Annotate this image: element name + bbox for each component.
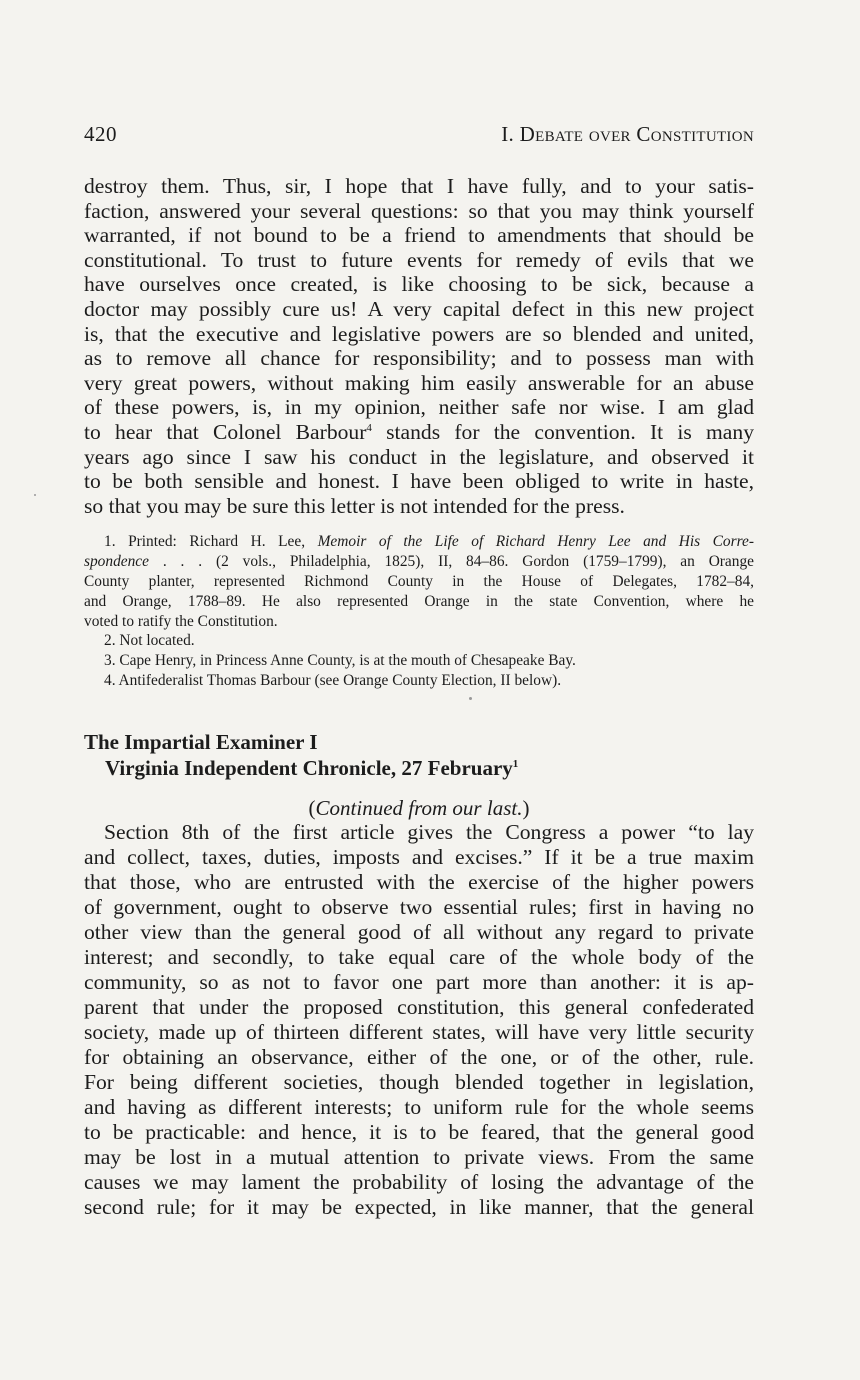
- letter-text: [84, 174, 754, 518]
- text-line: parent that under the proposed constitution, this general confederated: [84, 994, 754, 1019]
- footnote-1: [84, 532, 754, 631]
- text-line: have ourselves once created, is like choosing to be sick, because a: [84, 272, 754, 297]
- footnote-3: 3. Cape Henry, in Princess Anne County, is at the mouth of Chesapeake Bay.: [104, 652, 576, 670]
- text-line: warranted, if not bound to be a friend to amendments that should be: [84, 223, 754, 248]
- text-fragment: stands for the convention. It is many: [371, 419, 754, 444]
- text-line: constitutional. To trust to future events for remedy of evils that we: [84, 247, 754, 272]
- text-line: very great powers, without making him easily answerable for an abuse: [84, 370, 754, 395]
- footnote-text: . . . (2 vols., Philadelphia, 1825), II, 84–86. Gordon (1759–1799), an Orange: [148, 553, 754, 571]
- footnote-italic: Memoir of the Life of Richard Henry Lee and His Corre-: [317, 533, 754, 551]
- document-page: [84, 118, 754, 1220]
- text-line: to be practicable: and hence, it is to be feared, that the general good: [84, 1119, 754, 1144]
- text-line: that those, who are entrusted with the exercise of the higher powers: [84, 869, 754, 894]
- text-line: society, made up of thirteen different states, will have very little security: [84, 1019, 754, 1044]
- text-line: years ago since I saw his conduct in the legislature, and observed it: [84, 444, 754, 469]
- continued-note: [84, 796, 754, 820]
- text-line: and collect, taxes, duties, imposts and excises.” If it be a true maxim: [84, 844, 754, 869]
- footnote-4: 4. Antifederalist Thomas Barbour (see Orange County Election, II below).: [104, 671, 562, 689]
- examiner-text: [84, 820, 754, 1220]
- text-line: to be both sensible and honest. I have been obliged to write in haste,: [84, 469, 754, 494]
- text-line: and having as different interests; to uniform rule for the whole seems: [84, 1094, 754, 1119]
- paren-open: (: [308, 795, 316, 820]
- letter-paragraph: [84, 174, 754, 518]
- text-line: other view than the general good of all without any regard to private: [84, 919, 754, 944]
- footnote-line: voted to ratify the Constitution.: [84, 612, 278, 630]
- print-speck: [469, 697, 472, 700]
- examiner-paragraph: [84, 820, 754, 1220]
- text-line: faction, answered your several questions: so that you may think yourself: [84, 198, 754, 223]
- text-line: For being different societies, though blended together in legislation,: [84, 1069, 754, 1094]
- footnote-text: 1. Printed: Richard H. Lee,: [104, 533, 318, 551]
- subtitle-text: Virginia Independent Chronicle, 27 February: [105, 755, 513, 780]
- text-line: of these powers, is, in my opinion, neither safe nor wise. I am glad: [84, 395, 754, 420]
- section-subtitle: [84, 755, 754, 781]
- footnote-2: 2. Not located.: [104, 632, 195, 650]
- text-line: may be lost in a mutual attention to private views. From the same: [84, 1144, 754, 1169]
- text-line: doctor may possibly cure us! A very capital defect in this new project: [84, 296, 754, 321]
- text-fragment: to hear that Colonel Barbour: [84, 419, 367, 444]
- text-line: destroy them. Thus, sir, I hope that I have fully, and to your satis-: [84, 174, 754, 198]
- running-title-text: Debate over Constitution: [519, 122, 754, 146]
- text-line: so that you may be sure this letter is not intended for the press.: [84, 493, 625, 518]
- footnotes: [84, 532, 754, 690]
- page-number: 420: [84, 122, 117, 146]
- section-title: The Impartial Examiner I: [84, 729, 318, 754]
- paren-close: ): [522, 795, 530, 820]
- footnote-line: County planter, represented Richmond County in the House of Delegates, 1782–84,: [84, 572, 754, 590]
- text-line: for obtaining an observance, either of the one, or of the other, rule.: [84, 1044, 754, 1069]
- print-speck: [34, 494, 36, 496]
- text-line: of government, ought to observe two essential rules; first in having no: [84, 894, 754, 919]
- continued-text: Continued from our last.: [315, 795, 523, 820]
- text-line: causes we may lament the probability of losing the advantage of the: [84, 1169, 754, 1194]
- footnote-line: and Orange, 1788–89. He also represented Orange in the state Convention, where he: [84, 592, 754, 610]
- text-line: as to remove all chance for responsibility; and to possess man with: [84, 346, 754, 371]
- text-line: interest; and secondly, to take equal care of the whole body of the: [84, 944, 754, 969]
- text-line: second rule; for it may be expected, in like manner, that the general: [84, 1194, 754, 1219]
- text-line: community, so as not to favor one part more than another: it is ap-: [84, 969, 754, 994]
- text-line: Section 8th of the first article gives the Congress a power “to lay: [104, 819, 754, 844]
- running-title: [501, 122, 754, 147]
- footnote-marker: 4: [366, 421, 372, 434]
- running-head: [84, 118, 754, 152]
- footnote-line: [84, 532, 754, 552]
- footnote-line: [84, 552, 754, 572]
- footnote-marker: 1: [512, 757, 519, 770]
- running-title-prefix: I.: [501, 122, 520, 146]
- text-line-with-footnote: [84, 420, 754, 445]
- text-line: is, that the executive and legislative powers are so blended and united,: [84, 321, 754, 346]
- footnote-italic: spondence: [84, 553, 149, 571]
